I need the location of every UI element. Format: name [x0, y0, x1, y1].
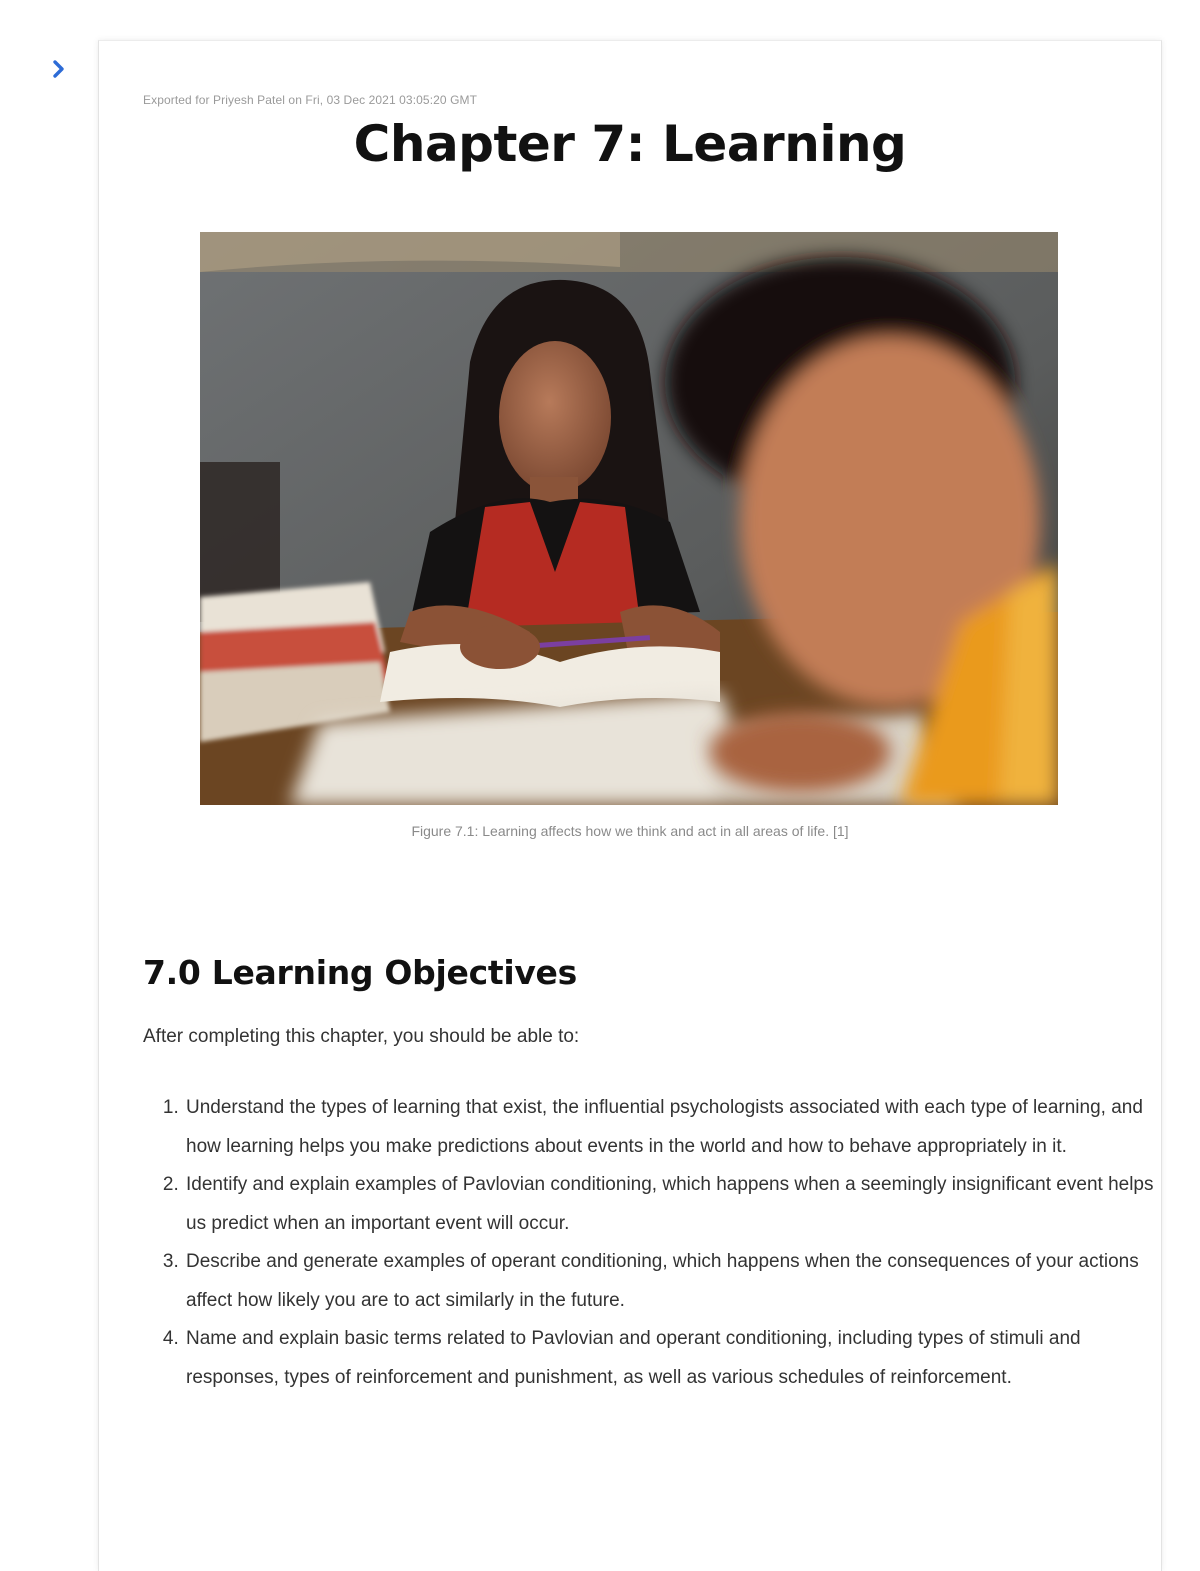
- section-intro: After completing this chapter, you should be able to:: [143, 1026, 580, 1047]
- list-item: 3. Describe and generate examples of operant conditioning, which happens when the consequences of your actions affect how likely you are to act similarly in the future.: [184, 1243, 1154, 1320]
- export-info: Exported for Priyesh Patel on Fri, 03 Dec 2021 03:05:20 GMT: [143, 93, 478, 107]
- chapter-figure-photo: [200, 232, 1058, 805]
- expand-sidebar-button[interactable]: [44, 54, 74, 84]
- list-item: 2. Identify and explain examples of Pavlovian conditioning, which happens when a seemingly insignificant event helps us predict when an important event will occur.: [184, 1166, 1154, 1243]
- chevron-right-icon: [51, 59, 67, 79]
- list-item: 1. Understand the types of learning that exist, the influential psychologists associated with each type of learning, and how learning helps you make predictions about events in the world and how to behave appropriately in it.: [184, 1089, 1154, 1166]
- list-item: 4. Name and explain basic terms related to Pavlovian and operant conditioning, including types of stimuli and responses, types of reinforcement and punishment, as well as various schedules of reinforcement.: [184, 1320, 1154, 1397]
- document-page: [98, 40, 1162, 1571]
- page-title: Chapter 7: Learning: [353, 115, 907, 173]
- section-heading: 7.0 Learning Objectives: [143, 953, 577, 992]
- figure-caption: Figure 7.1: Learning affects how we think and act in all areas of life. [1]: [411, 823, 849, 839]
- objectives-list: [143, 1089, 1154, 1397]
